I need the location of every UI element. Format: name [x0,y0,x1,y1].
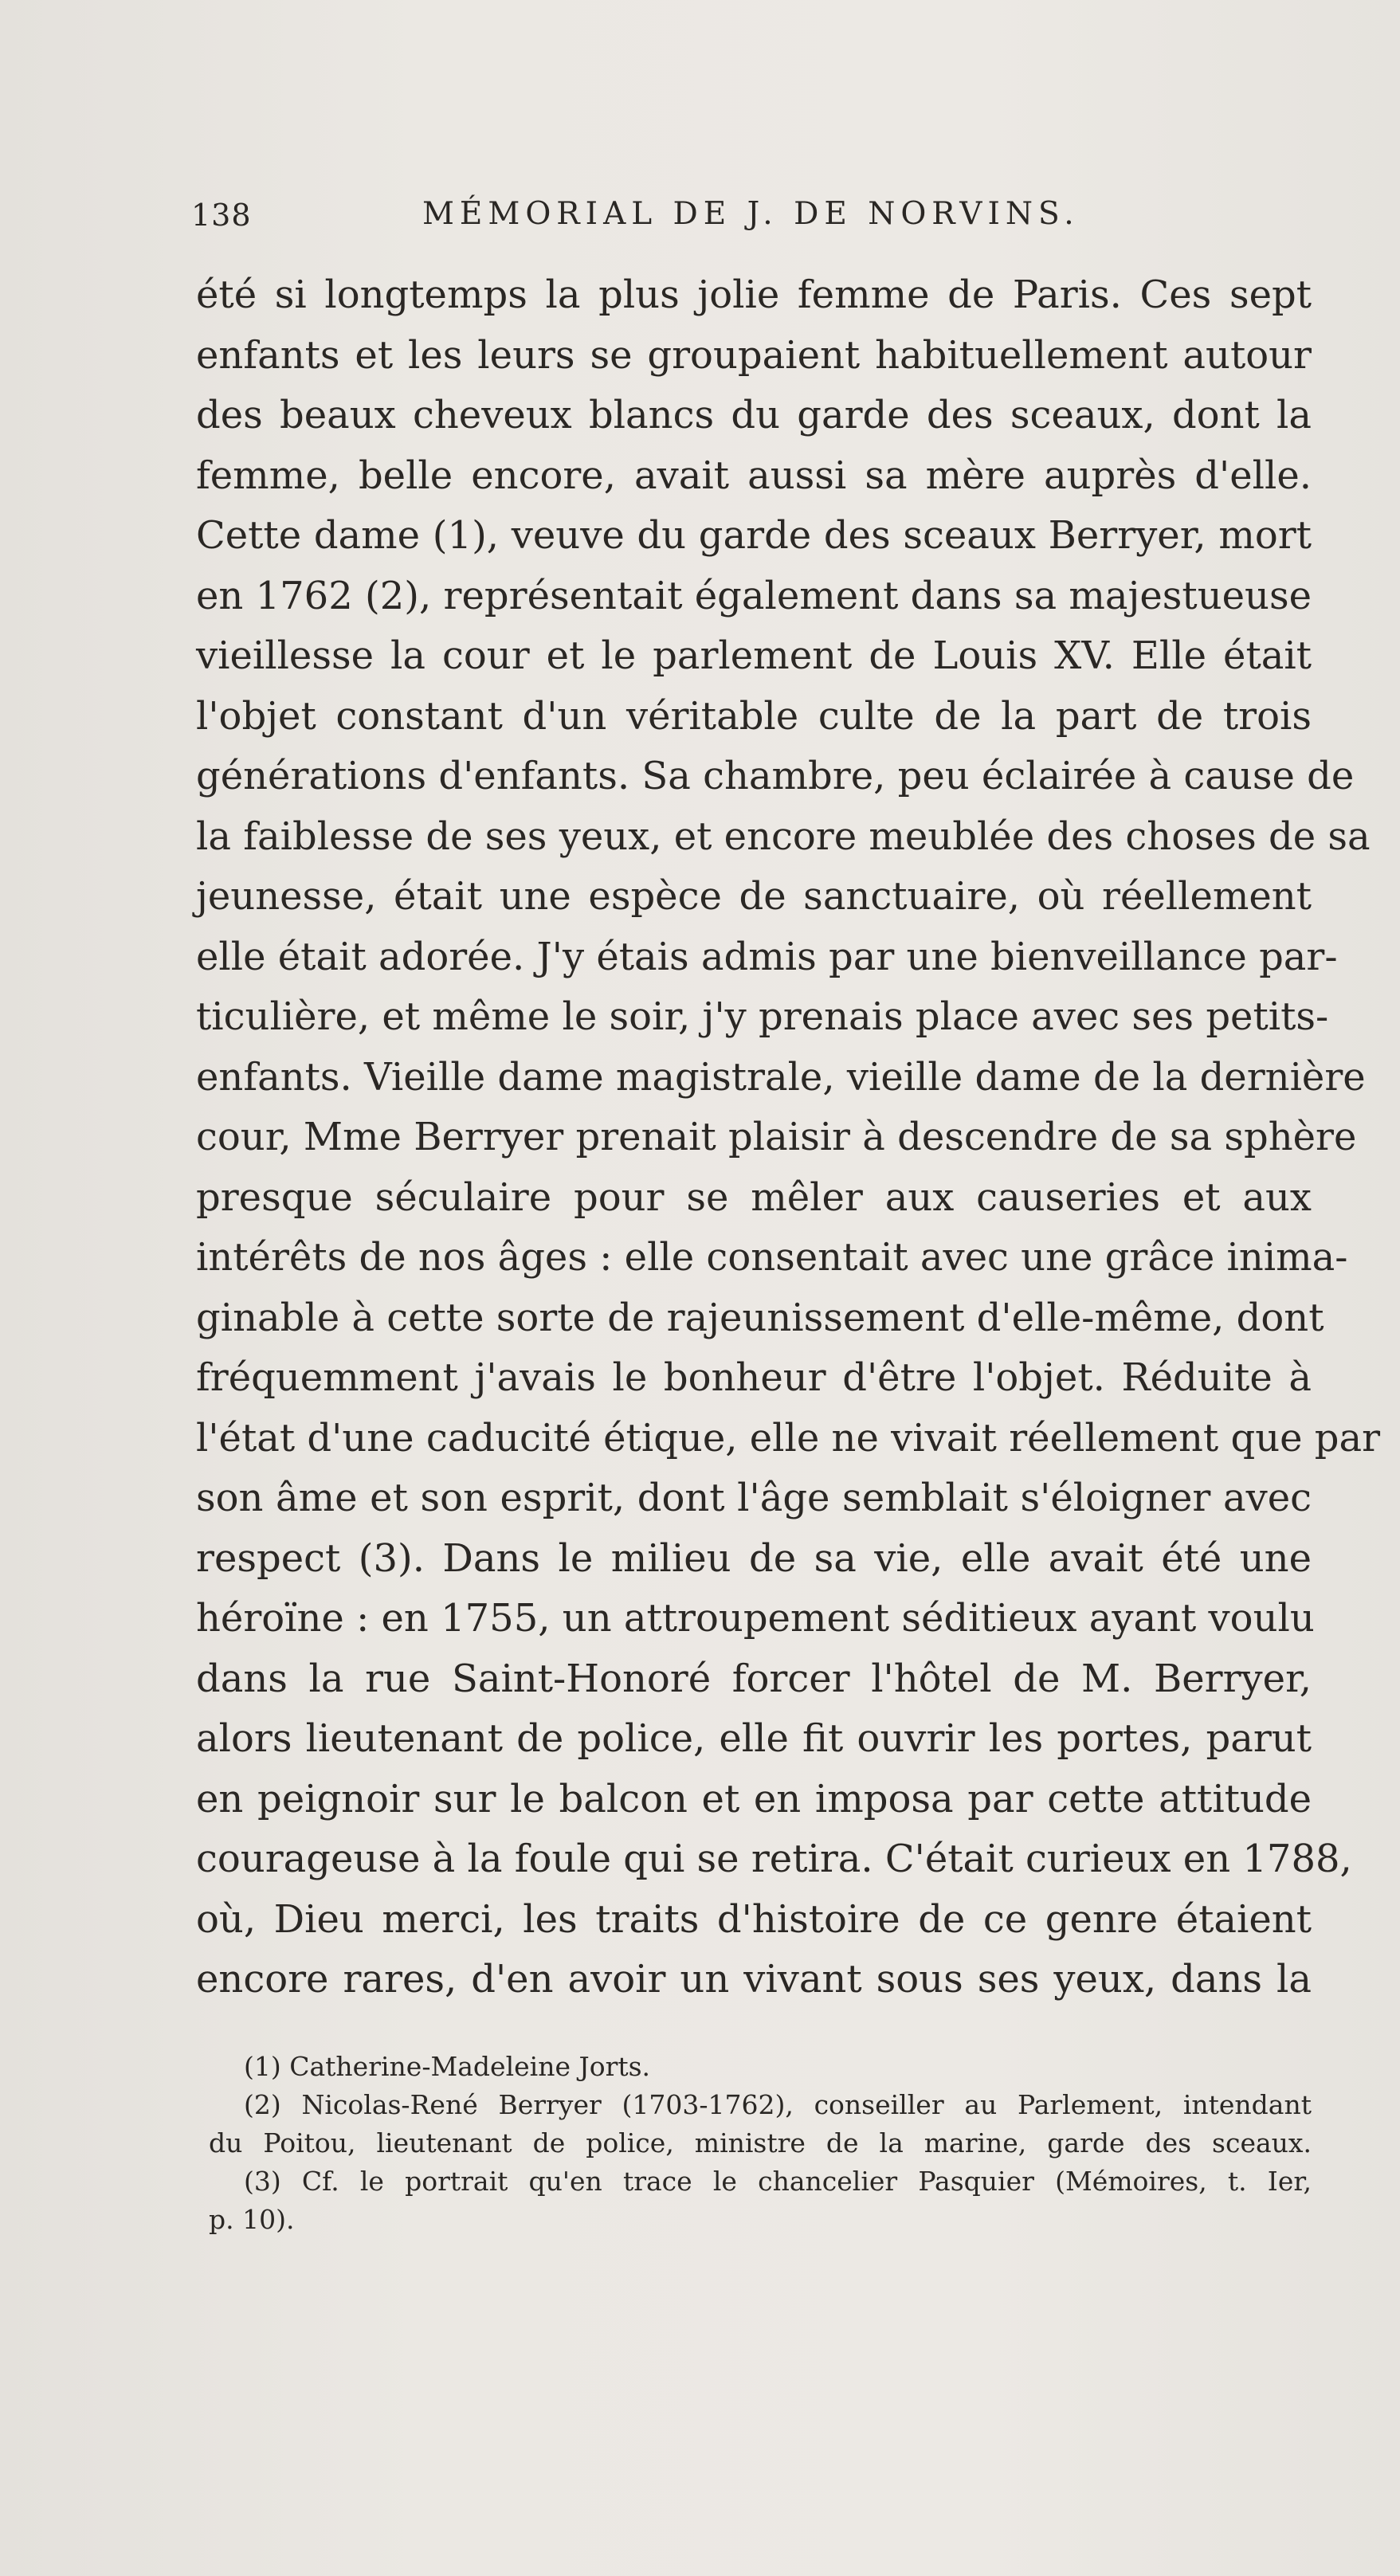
footnote-3-line-1: (3) Cf. le portrait qu'en trace le chancelier Pasquier (Mémoires, t. Ier, [244,2166,1312,2197]
text-line: Cette dame (1), veuve du garde des sceaux Berryer, mort [196,513,1312,558]
running-title: MÉMORIAL DE J. DE NORVINS. [422,196,1080,232]
text-line: presque séculaire pour se mêler aux causeries et aux [196,1174,1312,1220]
text-line: courageuse à la foule qui se retira. C'était curieux en 1788, [196,1837,1352,1881]
text-line: des beaux cheveux blancs du garde des sceaux, dont la [196,393,1312,437]
text-line: l'état d'une caducité étique, elle ne vivait réellement que par [196,1415,1381,1461]
text-line: son âme et son esprit, dont l'âge semblait s'éloigner avec [196,1476,1312,1520]
body-text [196,265,1381,2010]
text-line: cour, Mme Berryer prenait plaisir à descendre de sa sphère [196,1115,1357,1159]
text-line: vieillesse la cour et le parlement de Louis XV. Elle était [196,633,1312,678]
page-number: 138 [191,198,252,233]
text-line: ginable à cette sorte de rajeunissement d'elle-même, dont [196,1295,1324,1340]
text-line: l'objet constant d'un véritable culte de la part de trois [196,693,1312,739]
text-line: générations d'enfants. Sa chambre, peu éclairée à cause de [196,754,1355,798]
footnote-3-line-2: p. 10). [209,2204,295,2235]
text-line: fréquemment j'avais le bonheur d'être l'objet. Réduite à [196,1355,1312,1400]
footnote-1: (1) Catherine-Madeleine Jorts. [244,2051,651,2082]
text-line: dans la rue Saint-Honoré forcer l'hôtel de M. Berryer, [196,1656,1312,1701]
text-line: alors lieutenant de police, elle fit ouvrir les portes, parut [196,1716,1312,1761]
text-line: où, Dieu merci, les traits d'histoire de ce genre étaient [196,1896,1312,1942]
text-line: en 1762 (2), représentait également dans sa majestueuse [196,573,1312,618]
text-line: intérêts de nos âges : elle consentait avec une grâce inima- [196,1235,1348,1280]
text-line: jeunesse, était une espèce de sanctuaire, où réellement [196,874,1312,919]
text-line: respect (3). Dans le milieu de sa vie, elle avait été une [196,1535,1312,1581]
text-line: femme, belle encore, avait aussi sa mère auprès d'elle. [196,453,1312,498]
text-line: enfants. Vieille dame magistrale, vieille dame de la dernière [196,1054,1366,1100]
text-line: elle était adorée. J'y étais admis par une bienveillance par- [196,934,1338,979]
text-line: héroïne : en 1755, un attroupement séditieux ayant voulu [196,1596,1315,1641]
footnotes [209,2048,1312,2239]
text-line: encore rares, d'en avoir un vivant sous ses yeux, dans la [196,1957,1312,2002]
text-line: été si longtemps la plus jolie femme de Paris. Ces sept [196,272,1312,317]
text-line: ticulière, et même le soir, j'y prenais place avec ses petits- [196,994,1329,1039]
footnote-2-line-1: (2) Nicolas-René Berryer (1703-1762), conseiller au Parlement, intendant [244,2089,1312,2120]
text-line: enfants et les leurs se groupaient habituellement autour [196,332,1312,378]
footnote-2-line-2: du Poitou, lieutenant de police, ministre de la marine, garde des sceaux. [209,2127,1312,2158]
text-line: en peignoir sur le balcon et en imposa par cette attitude [196,1776,1312,1821]
text-line: la faiblesse de ses yeux, et encore meublée des choses de sa [196,814,1371,859]
page-header [191,191,1307,247]
